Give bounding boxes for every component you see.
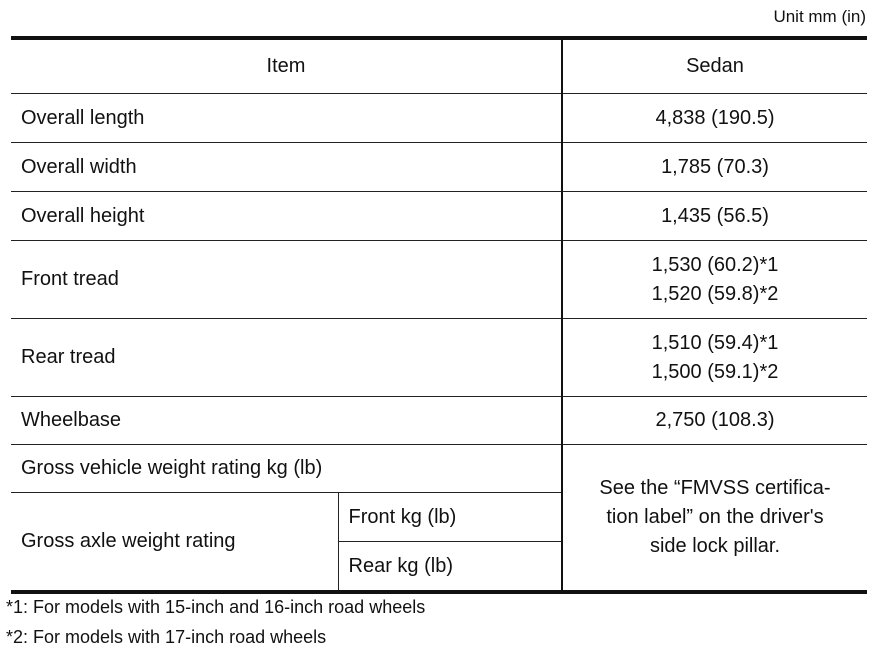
value-line: 1,520 (59.8)*2 [651,282,779,305]
table-row [11,192,867,241]
gvwr-label: Gross vehicle weight rating kg (lb) [11,445,562,493]
table-row [11,143,867,192]
table-row [11,319,867,397]
table-row [11,241,867,319]
footnotes [6,592,425,652]
rear-kg-label: Rear kg (lb) [338,542,562,593]
row-label: Front tread [11,241,562,319]
row-value: 4,838 (190.5) [562,94,867,143]
header-item: Item [11,38,562,94]
value-line: 1,510 (59.4)*1 [651,331,779,354]
front-kg-label: Front kg (lb) [338,493,562,542]
row-value: 1,435 (56.5) [562,192,867,241]
row-label: Rear tread [11,319,562,397]
footnote-2: *2: For models with 17-inch road wheels [6,627,327,647]
weight-note-line: See the “FMVSS certifica- [599,477,831,499]
weight-note [562,445,867,593]
row-value [562,241,867,319]
row-value: 2,750 (108.3) [562,397,867,445]
table-row [11,445,867,493]
dimensions-table [11,36,867,594]
header-sedan: Sedan [562,38,867,94]
unit-label: Unit mm (in) [773,7,866,26]
value-line: 1,530 (60.2)*1 [651,253,779,276]
gawr-label: Gross axle weight rating [11,493,338,593]
footnote-1: *1: For models with 15-inch and 16-inch road wheels [6,597,426,617]
weight-note-line: tion label” on the driver's [606,506,824,528]
row-value: 1,785 (70.3) [562,143,867,192]
row-label: Overall width [11,143,562,192]
row-label: Overall length [11,94,562,143]
weight-note-line: side lock pillar. [649,535,781,557]
table-row [11,397,867,445]
row-label: Wheelbase [11,397,562,445]
row-label: Overall height [11,192,562,241]
table-row [11,94,867,143]
value-line: 1,500 (59.1)*2 [651,360,779,383]
table-header-row [11,38,867,94]
row-value [562,319,867,397]
